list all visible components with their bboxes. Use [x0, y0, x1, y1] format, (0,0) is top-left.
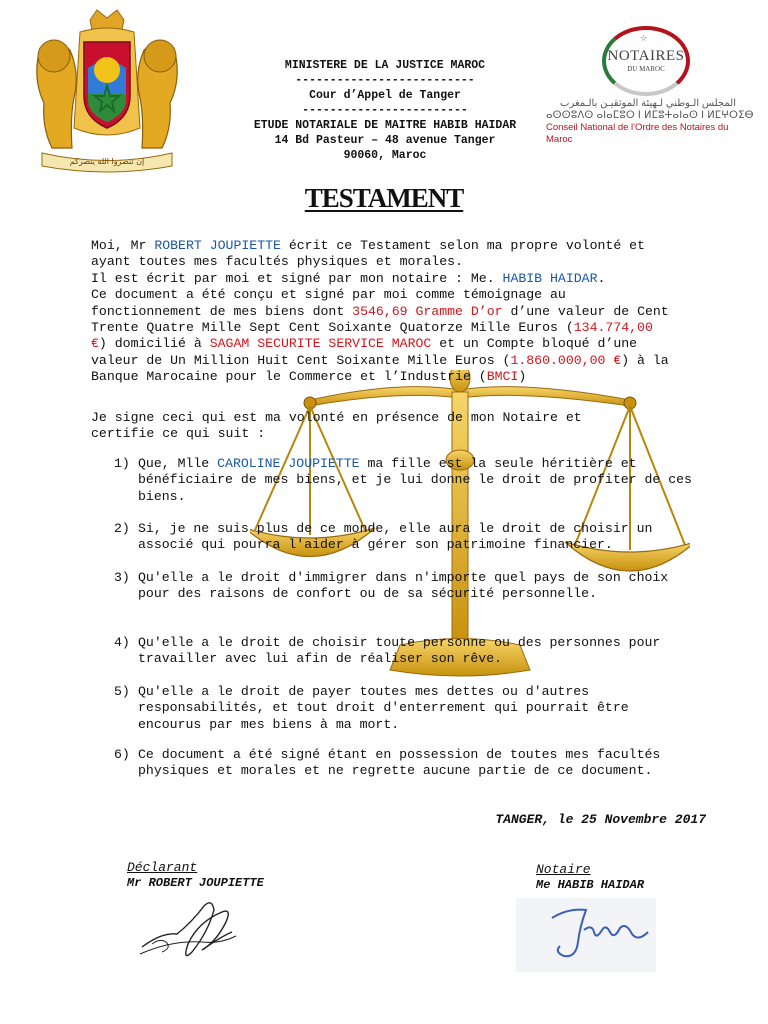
text: Que, Mlle — [138, 456, 218, 471]
logo-word: NOTAIRES — [607, 48, 685, 64]
postal-line: 90060, Maroc — [343, 149, 427, 162]
item-text: Qu'elle a le droit de payer toutes mes dettes ou d'autres responsabilités, et tout droit d'enterrement qui pourrait être encourus par mes biens à ma mort. — [138, 684, 629, 732]
bank-name: BMCI — [486, 369, 519, 385]
item-text: Qu'elle a le droit d'immigrer dans n'importe quel pays de son choix pour des raisons de confort ou de sa sécurité personnelle. — [138, 570, 669, 602]
text: Ce document a été conçu et signé par moi comme témoignage au fonctionnement de mes biens dont — [91, 287, 566, 319]
conseil-tifinagh: ⴰⵙⵙⵓⴷⵙ ⴰⵏⴰⵎⵓⵔ ⵏ ⵍⵎⵓⵜⴰⵏⴰⵙ ⵏ ⵍⵎⵖⵔⵉⴱ — [546, 110, 754, 121]
ministry-line: MINISTERE DE LA JUSTICE MAROC — [284, 59, 486, 72]
court-line: Cour d’Appel de Tanger — [309, 89, 461, 102]
declarant-signature — [132, 892, 242, 972]
address-line: 14 Bd Pasteur – 48 avenue Tanger — [274, 134, 496, 147]
text: Déclarant — [127, 860, 198, 875]
text: écrit ce Testament selon ma propre volonté et ayant toutes mes facultés physiques et morales. — [91, 238, 645, 270]
conseil-national — [546, 98, 756, 146]
letterhead — [240, 58, 530, 163]
item-number: 3) — [114, 570, 130, 585]
logo-sub: DU MAROC — [627, 65, 665, 73]
star-icon: ☆ — [640, 31, 648, 45]
text: ) à la Banque Marocaine pour le Commerce et l’Industrie ( — [91, 352, 669, 385]
notaires-du-maroc-logo — [596, 26, 696, 106]
notaire-name: Me HABIB HAIDAR — [536, 878, 645, 892]
separator-line: -------------------------- — [295, 74, 475, 87]
intro-paragraph — [91, 238, 671, 271]
text: d’une valeur de Cent Trente Quatre Mille Sept Cent Soixante Quatorze Mille Euros ( — [91, 303, 669, 336]
amount-2: 1.860.000,00 € — [510, 352, 622, 368]
item-number: 5) — [114, 684, 130, 699]
text: ) domicilié à — [98, 336, 210, 352]
text: Notaire — [536, 862, 591, 877]
company-name: SAGAM SECURITE SERVICE MAROC — [209, 336, 432, 352]
item-text: Ce document a été signé étant en possession de toutes mes facultés physiques et morales et ne regrette aucune partie de ce document. — [138, 747, 661, 779]
item-number: 6) — [114, 747, 130, 762]
text: ma fille est la seule héritière et bénéficiaire de mes biens, et je lui donne le droit de profiter de ces biens. — [138, 456, 692, 504]
conseil-french: Conseil National de l'Ordre des Notaires du Maroc — [546, 122, 729, 145]
testator-name: ROBERT JOUPIETTE — [154, 238, 281, 253]
text: et un Compte bloqué d’une valeur de Un Million Huit Cent Soixante Mille Euros ( — [91, 336, 638, 368]
item-text: Qu'elle a le droit de choisir toute personne ou des personnes pour travailler avec lui afin de réaliser son rêve. — [138, 635, 661, 667]
date-line: TANGER, le 25 Novembre 2017 — [495, 812, 706, 827]
notaire-signature — [540, 896, 660, 970]
document-title — [0, 183, 768, 214]
conseil-arabic: المجلس الـوطني لـهيئة الموثقيـن بالـمغرب — [560, 98, 736, 109]
heir-name: CAROLINE JOUPIETTE — [217, 456, 360, 471]
item-text: Si, je ne suis plus de ce monde, elle aura le droit de choisir un associé qui pourra l'aider à gérer son patrimoine financier. — [138, 521, 653, 553]
text: . — [597, 270, 606, 286]
item-text — [138, 456, 698, 505]
notary-name: HABIB HAIDAR — [502, 270, 598, 286]
intro-paragraph — [91, 271, 671, 287]
office-line: ETUDE NOTARIALE DE MAITRE HABIB HAIDAR — [253, 119, 517, 132]
declarant-name: Mr ROBERT JOUPIETTE — [127, 876, 264, 890]
sign-intro: Je signe ceci qui est ma volonté en présence de mon Notaire et certifie ce qui suit : — [91, 410, 582, 442]
amount-1: 134.774,00 € — [91, 320, 653, 352]
intro-paragraph — [91, 287, 671, 385]
gold-amount: 3546,69 Gramme D’or — [352, 303, 503, 319]
text: Moi, Mr — [91, 238, 155, 253]
item-number: 1) — [114, 456, 130, 471]
separator-line: ------------------------ — [302, 104, 468, 117]
intro-text — [91, 238, 671, 386]
declarant-label — [127, 860, 197, 875]
item-number: 4) — [114, 635, 130, 650]
svg-text:إن تنصروا الله ينصركم: إن تنصروا الله ينصركم — [69, 157, 145, 166]
text: Il est écrit par moi et signé par mon notaire : Me. — [91, 270, 503, 286]
item-number: 2) — [114, 521, 130, 536]
moroccan-coat-of-arms-icon — [22, 8, 192, 178]
title-text: TESTAMENT — [304, 183, 464, 213]
text: ) — [518, 369, 527, 385]
notaire-label — [536, 862, 591, 877]
